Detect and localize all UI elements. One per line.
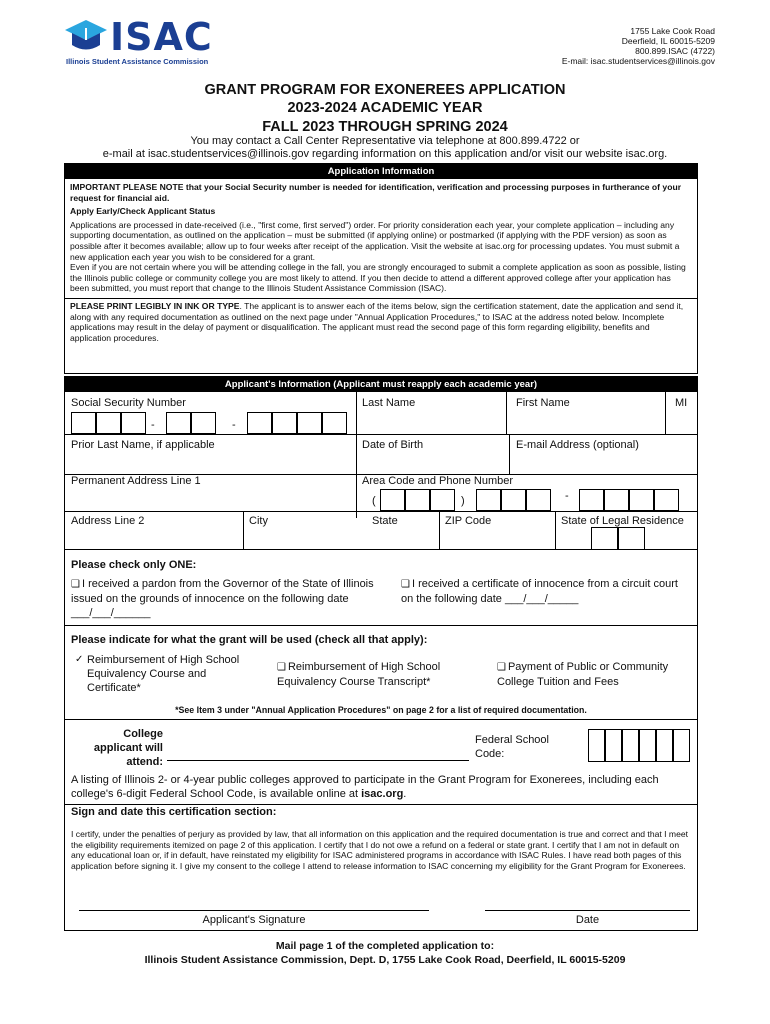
school-code-box[interactable] bbox=[622, 729, 639, 762]
isac-logo bbox=[64, 16, 224, 66]
college-listing-note bbox=[71, 773, 691, 801]
checkmark-icon[interactable]: ✓ bbox=[75, 654, 84, 665]
grant-use-text: Payment of Public or Community College Tuition and Fees bbox=[497, 661, 669, 688]
mail-line-1: Mail page 1 of the completed application to: bbox=[275, 940, 495, 952]
school-code-label: Federal School Code: bbox=[475, 734, 549, 760]
grant-use-option-tuition[interactable] bbox=[497, 660, 687, 689]
documentation-note: *See Item 3 under "Annual Application Procedures" on page 2 for a list of required documentation. bbox=[175, 705, 587, 715]
contact-info bbox=[0, 135, 770, 161]
phone-digit-box[interactable] bbox=[654, 489, 679, 511]
section-bar: Applicant's Information (Applicant must reapply each academic year) bbox=[65, 377, 697, 392]
city-label: City bbox=[249, 515, 268, 527]
ssn-digit-box[interactable] bbox=[96, 412, 121, 434]
phone-label: Area Code and Phone Number bbox=[362, 475, 514, 487]
ssn-digit-box[interactable] bbox=[71, 412, 96, 434]
residence-state-box[interactable] bbox=[618, 527, 645, 550]
applicant-information-section bbox=[64, 376, 698, 931]
legal-residence-label: State of Legal Residence bbox=[561, 515, 684, 527]
ssn-digit-box[interactable] bbox=[272, 412, 297, 434]
check-one-heading: Please check only ONE: bbox=[71, 559, 197, 571]
mortarboard-icon bbox=[64, 18, 108, 54]
checkbox-icon[interactable]: ❑ bbox=[401, 579, 410, 590]
contact-line: You may contact a Call Center Representative via telephone at 800.899.4722 or bbox=[190, 135, 580, 147]
address-line: E-mail: isac.studentservices@illinois.gov bbox=[561, 56, 715, 66]
ssn-digit-box[interactable] bbox=[191, 412, 216, 434]
form-title: GRANT PROGRAM FOR EXONEREES APPLICATION bbox=[204, 82, 566, 98]
section-bar: Application Information bbox=[65, 164, 697, 179]
school-code-box[interactable] bbox=[656, 729, 673, 762]
phone-digit-box[interactable] bbox=[629, 489, 654, 511]
academic-year: 2023-2024 ACADEMIC YEAR bbox=[287, 100, 483, 116]
school-code-box[interactable] bbox=[605, 729, 622, 762]
phone-digit-box[interactable] bbox=[430, 489, 455, 511]
ssn-digit-box[interactable] bbox=[322, 412, 347, 434]
zip-label: ZIP Code bbox=[445, 515, 492, 527]
prior-last-name-label: Prior Last Name, if applicable bbox=[71, 439, 215, 451]
checkbox-icon[interactable]: ❑ bbox=[71, 579, 80, 590]
grant-use-text: Reimbursement of High School Equivalency Course Transcript* bbox=[277, 661, 441, 688]
ssn-digit-box[interactable] bbox=[121, 412, 146, 434]
college-paragraph: Even if you are not certain where you will be attending college in the fall, you are strongly encouraged to submit a complete application as soon as possible, listing the Illinois public college or community college you are most likely to attend. If you then decide to attend a different approved college after your application has been submitted, you must report that change to the Illinois Student Assistance Commission (ISAC). bbox=[70, 262, 686, 294]
date-label: Date bbox=[575, 914, 600, 926]
ssn-digit-box[interactable] bbox=[297, 412, 322, 434]
mailing-instructions bbox=[0, 939, 770, 967]
paren-close: ) bbox=[461, 495, 465, 507]
school-code-box[interactable] bbox=[639, 729, 656, 762]
address-line: 800.899.ISAC (4722) bbox=[635, 46, 715, 56]
phone-digit-box[interactable] bbox=[476, 489, 501, 511]
phone-digit-box[interactable] bbox=[380, 489, 405, 511]
grant-use-text: Reimbursement of High School Equivalency Course and Certificate* bbox=[87, 654, 240, 694]
phone-digit-box[interactable] bbox=[579, 489, 604, 511]
email-label: E-mail Address (optional) bbox=[516, 439, 639, 451]
print-instructions bbox=[65, 301, 697, 343]
date-field[interactable] bbox=[485, 910, 690, 911]
print-bold: PLEASE PRINT LEGIBLY IN INK OR TYPE bbox=[70, 300, 240, 311]
phone-digit-box[interactable] bbox=[526, 489, 551, 511]
contact-line: e-mail at isac.studentservices@illinois.gov regarding information on this application and/or visit our website isac.org. bbox=[102, 148, 668, 160]
logo-wordmark: ISAC bbox=[110, 15, 213, 59]
signature-field[interactable] bbox=[79, 910, 429, 911]
certification-text: I certify, under the penalties of perjury as provided by law, that all information on this application and the required documentation is true and correct and that I meet the eligibility requirements itemized on page 2 of this application. I certify that I do not owe a refund on a federal or state grant. I certify that I am not in default on any educational loan or, if in default, have reinstated my eligibility for ISAC administered programs in accordance with ISAC Rules. I have read both pages of this application before signing it. I give my consent to the college I attend to release information to ISAC concerning my eligibility for the Grant Program for Exonerees. bbox=[71, 829, 689, 871]
certificate-option-text: I received a certificate of innocence from a circuit court on the following date ___/___/_____ bbox=[401, 578, 678, 605]
college-listing-end: . bbox=[403, 788, 407, 800]
college-label: College applicant will attend: bbox=[93, 728, 163, 768]
phone-dash: - bbox=[565, 490, 569, 502]
ssn-dash: - bbox=[151, 419, 155, 431]
college-listing-text: A listing of Illinois 2- or 4-year public colleges approved to participate in the Grant Program for Exonerees, including each college's 6-digit Federal School Code, is available online at bbox=[71, 774, 659, 800]
dob-label: Date of Birth bbox=[362, 439, 424, 451]
paren-open: ( bbox=[372, 495, 376, 507]
school-code-box[interactable] bbox=[588, 729, 605, 762]
signature-label: Applicant's Signature bbox=[202, 914, 306, 926]
grant-use-heading: Please indicate for what the grant will be used (check all that apply): bbox=[71, 634, 428, 646]
last-name-label: Last Name bbox=[362, 397, 416, 409]
state-label: State bbox=[372, 515, 398, 527]
logo-tagline: Illinois Student Assistance Commission bbox=[66, 57, 209, 66]
grant-use-option-transcript[interactable] bbox=[277, 660, 477, 689]
certificate-option[interactable] bbox=[401, 577, 691, 606]
ssn-label: Social Security Number bbox=[71, 397, 186, 409]
checkbox-icon[interactable]: ❑ bbox=[277, 662, 286, 673]
isac-address bbox=[562, 26, 715, 66]
processing-paragraph: Applications are processed in date-received (i.e., "first come, first served") order. For priority consideration each year, your complete application – including any supporting documentation, as outlined on the application – must be submitted (if applying online) or postmarked (if applying with the PDF version) as soon as possible after it becomes available; allow up to four weeks after receipt of the application. Visit the website at isac.org for processing updates. You must submit a new application each year you wish to be considered for a grant. bbox=[70, 219, 680, 262]
address-line-2-label: Address Line 2 bbox=[71, 515, 145, 527]
ssn-dash: - bbox=[232, 419, 236, 431]
application-information-section bbox=[64, 163, 698, 374]
phone-digit-box[interactable] bbox=[604, 489, 629, 511]
important-note: IMPORTANT PLEASE NOTE that your Social Security number is needed for identification, verification and processing purposes in furtherance of your request for financial aid. bbox=[70, 182, 682, 203]
certification-heading: Sign and date this certification section: bbox=[71, 806, 277, 818]
address-line: Deerfield, IL 60015-5209 bbox=[621, 36, 715, 46]
grant-use-option-certificate[interactable] bbox=[75, 653, 260, 695]
ssn-digit-box[interactable] bbox=[247, 412, 272, 434]
phone-digit-box[interactable] bbox=[501, 489, 526, 511]
term-range: FALL 2023 THROUGH SPRING 2024 bbox=[262, 119, 508, 135]
address-line-1-label: Permanent Address Line 1 bbox=[71, 475, 201, 487]
checkbox-icon[interactable]: ❑ bbox=[497, 662, 506, 673]
isac-link[interactable]: isac.org bbox=[361, 788, 404, 800]
residence-state-box[interactable] bbox=[591, 527, 618, 550]
college-name-field[interactable] bbox=[167, 760, 469, 761]
apply-early-heading: Apply Early/Check Applicant Status bbox=[70, 206, 216, 217]
mi-label: MI bbox=[675, 397, 688, 409]
address-line: 1755 Lake Cook Road bbox=[630, 26, 715, 36]
mail-line-2: Illinois Student Assistance Commission, Dept. D, 1755 Lake Cook Road, Deerfield, IL 60015-5209 bbox=[144, 954, 626, 966]
print-rest: . The applicant is to answer each of the items below, sign the certification statement, date the application and send it, along with any required documentation as outlined on the next page under "Annual Application Procedures," to ISAC at the address noted below. Incomplete applications may result in the delay of payment or disqualification. The applicant must read the second page of this form regarding eligibility, benefits and application procedures. bbox=[70, 300, 684, 343]
pardon-option[interactable] bbox=[71, 577, 391, 620]
ssn-digit-box[interactable] bbox=[166, 412, 191, 434]
first-name-label: First Name bbox=[516, 397, 570, 409]
school-code-box[interactable] bbox=[673, 729, 690, 762]
phone-digit-box[interactable] bbox=[405, 489, 430, 511]
pardon-option-text: I received a pardon from the Governor of the State of Illinois issued on the grounds of innocence on the following date ___/___/______ bbox=[71, 578, 374, 619]
